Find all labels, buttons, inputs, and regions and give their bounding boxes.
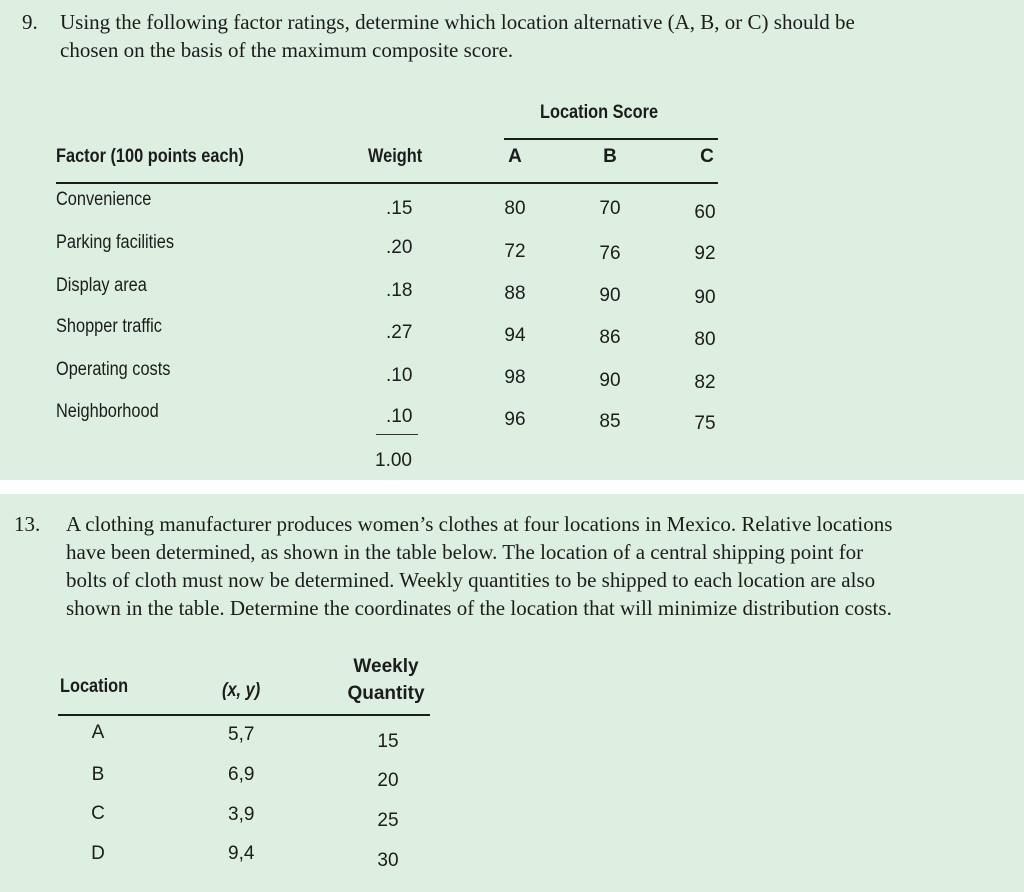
score-b: 90 [599, 370, 621, 391]
weight-column-header: Weight [368, 146, 423, 167]
score-b: 86 [599, 327, 621, 348]
location-label: B [91, 764, 105, 785]
xy-value: 9,4 [228, 843, 255, 864]
score-a: 80 [504, 198, 526, 219]
problem-9-text-line-2: chosen on the basis of the maximum composite score. [60, 38, 514, 62]
problem-13-text-line-3: bolts of cloth must now be determined. Weekly quantities to be shipped to each location are also [66, 568, 876, 592]
score-b: 90 [599, 285, 621, 306]
score-c: 60 [694, 202, 716, 223]
weight-value: .10 [386, 406, 413, 427]
score-b: 85 [599, 411, 621, 432]
column-header-b: B [603, 146, 617, 167]
factor-label: Shopper traffic [56, 316, 162, 337]
weekly-quantity: 20 [377, 770, 399, 791]
weight-value: .27 [386, 322, 413, 343]
score-b: 70 [599, 198, 621, 219]
score-a: 98 [504, 367, 526, 388]
factor-label: Parking facilities [56, 232, 175, 253]
location-label: D [91, 843, 105, 864]
weight-value: .15 [386, 198, 413, 219]
xy-value: 5,7 [228, 724, 255, 745]
location-label: C [91, 803, 105, 824]
group-header-rule [504, 138, 718, 140]
location-label: A [91, 722, 105, 743]
location-score-header: Location Score [540, 102, 659, 123]
factor-column-header: Factor (100 points each) [56, 146, 244, 167]
xy-value: 6,9 [228, 764, 255, 785]
weight-value: .20 [386, 237, 413, 258]
weekly-quantity: 15 [377, 731, 399, 752]
score-c: 82 [694, 372, 716, 393]
weight-value: .18 [386, 280, 413, 301]
score-c: 80 [694, 329, 716, 350]
score-a: 88 [504, 283, 526, 304]
factor-label: Neighborhood [56, 401, 159, 422]
xy-column-header: (x, y) [222, 680, 261, 701]
weekly-header: Weekly [353, 656, 419, 677]
table-13-header-rule [58, 714, 430, 716]
score-b: 76 [599, 243, 621, 264]
factor-label: Display area [56, 275, 147, 296]
problem-13-text-line-2: have been determined, as shown in the table below. The location of a central shipping point for [66, 540, 864, 564]
quantity-header: Quantity [347, 683, 425, 704]
factor-label: Convenience [56, 189, 152, 210]
problem-13-number: 13. [14, 512, 41, 536]
weight-value: .10 [386, 365, 413, 386]
score-a: 96 [504, 409, 526, 430]
column-header-c: C [700, 146, 714, 167]
weekly-quantity: 30 [377, 850, 399, 871]
weekly-quantity: 25 [377, 810, 399, 831]
weight-total: 1.00 [375, 450, 412, 471]
column-header-a: A [508, 146, 522, 167]
score-c: 90 [694, 287, 716, 308]
location-column-header: Location [60, 676, 129, 697]
score-a: 94 [504, 325, 526, 346]
problem-13-text-line-4: shown in the table. Determine the coordinates of the location that will minimize distribution costs. [66, 596, 892, 620]
table-header-rule [56, 182, 718, 184]
factor-label: Operating costs [56, 359, 171, 380]
score-c: 92 [694, 243, 716, 264]
problem-9-number: 9. [22, 10, 38, 34]
score-a: 72 [504, 241, 526, 262]
problem-13-text-line-1: A clothing manufacturer produces women’s clothes at four locations in Mexico. Relative locations [66, 512, 893, 536]
xy-value: 3,9 [228, 804, 255, 825]
weight-sum-rule [376, 434, 418, 435]
problem-9-text-line-1: Using the following factor ratings, determine which location alternative (A, B, or C) should be [60, 10, 855, 34]
score-c: 75 [694, 413, 716, 434]
